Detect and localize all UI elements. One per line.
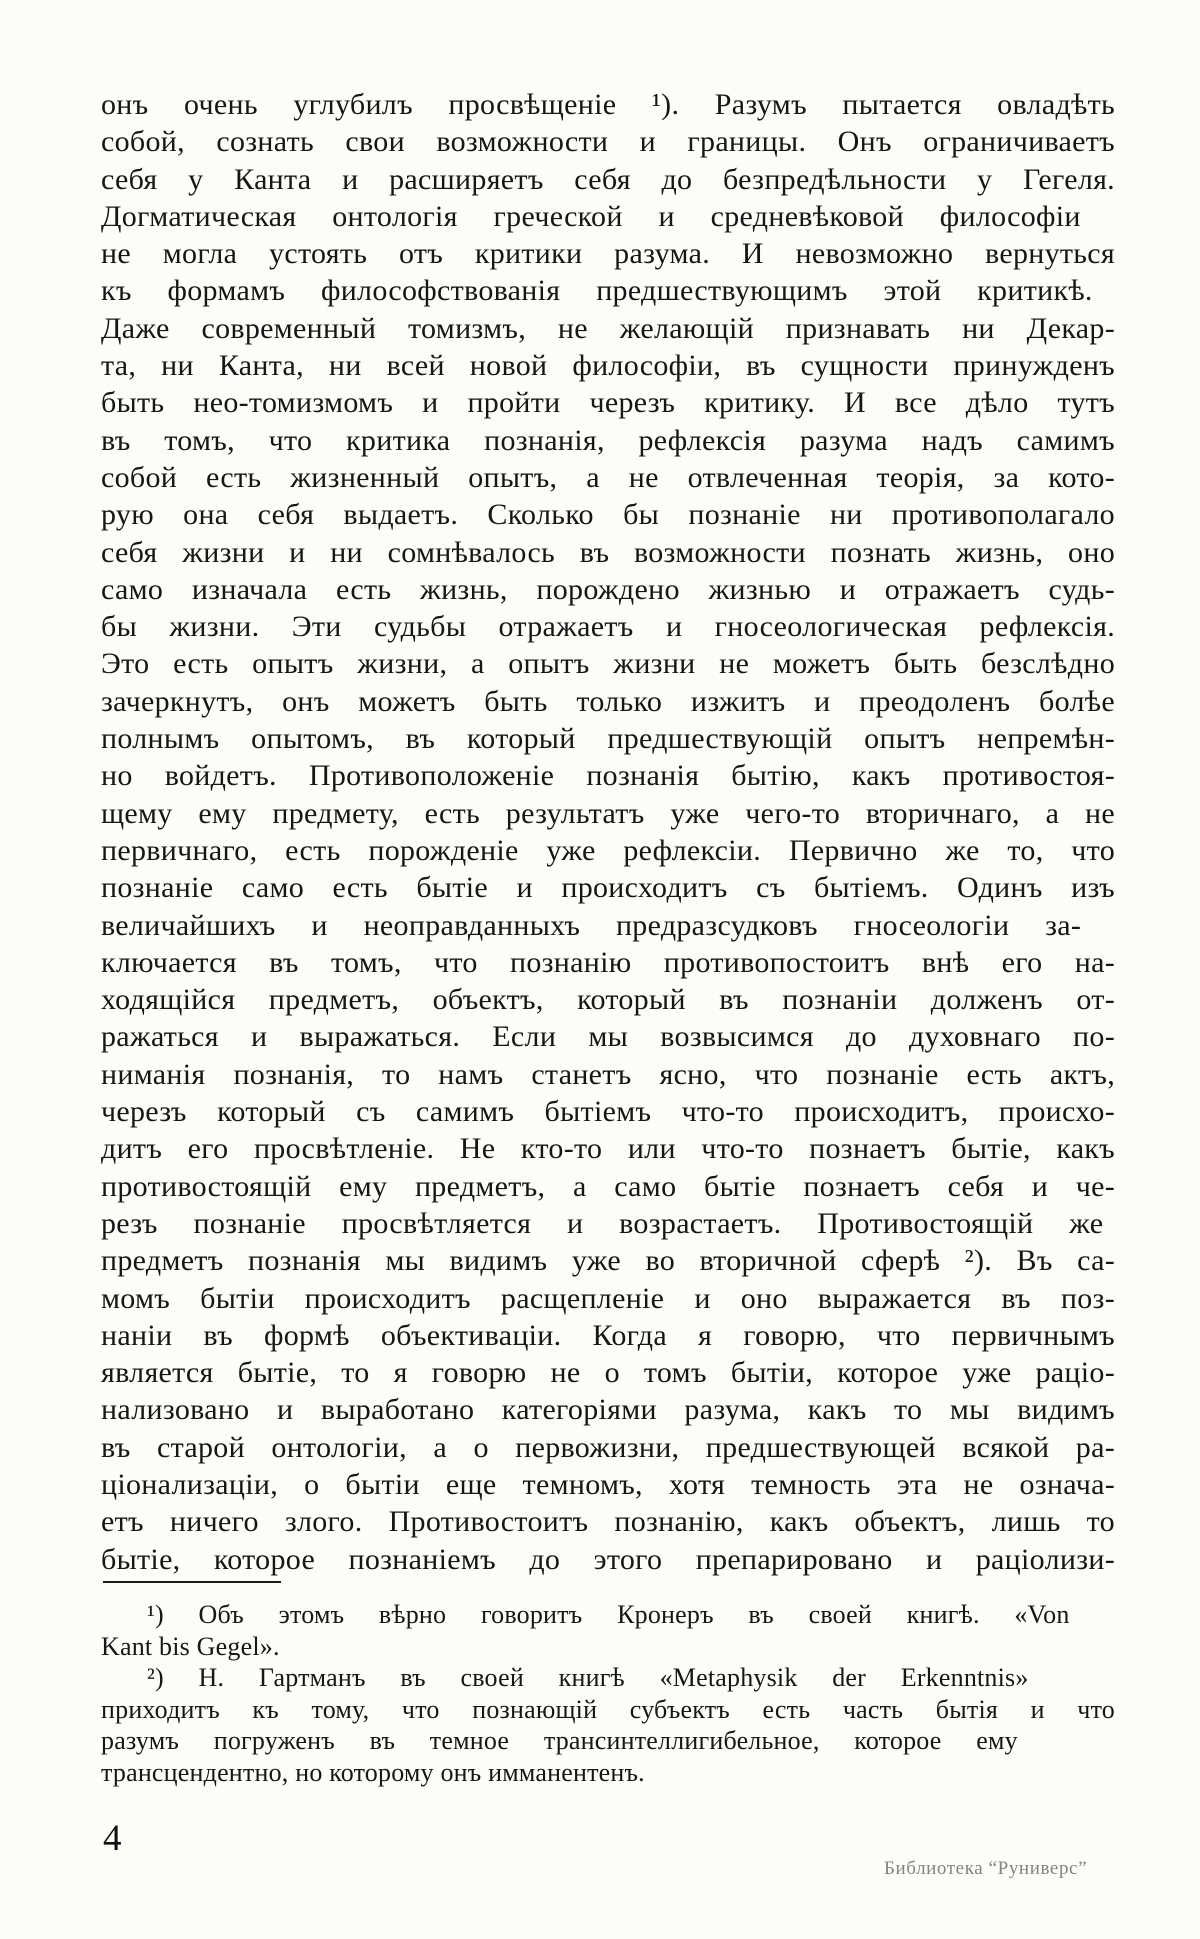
text-line: собой есть жизненный опытъ, а не отвлеченная теорія, за кото- xyxy=(101,460,1115,494)
footnote-separator xyxy=(103,1581,281,1583)
footnote-line: трансцендентно, но которому онъ имманентенъ. xyxy=(101,1757,645,1787)
text-line: момъ бытіи происходитъ расщепленіе и оно выражается въ поз- xyxy=(101,1281,1115,1315)
text-line: дитъ его просвѣтленіе. Не кто-то или что-то познаетъ бытіе, какъ xyxy=(101,1132,1115,1166)
text-line: противостоящій ему предметъ, а само бытіе познаетъ себя и че- xyxy=(101,1169,1115,1203)
text-line: предметъ познанія мы видимъ уже во вторичной сферѣ ²). Въ са- xyxy=(101,1244,1115,1278)
footnote-line: Kant bis Gegel». xyxy=(101,1631,280,1661)
main-text-block xyxy=(101,86,1115,1578)
text-line: себя у Канта и расширяетъ себя до безпредѣльности у Гегеля. xyxy=(101,162,1115,196)
text-line: въ старой онтологіи, а о первожизни, предшествующей всякой ра- xyxy=(101,1430,1115,1464)
text-line: етъ ничего злого. Противостоитъ познанію, какъ объектъ, лишь то xyxy=(101,1505,1115,1539)
text-line: черезъ который съ самимъ бытіемъ что-то происходитъ, происхо- xyxy=(101,1095,1115,1129)
footnote-line: ²) Н. Гартманъ въ своей книгѣ «Metaphysik der Erkenntnis» xyxy=(147,1663,1029,1693)
text-line: является бытіе, то я говорю не о томъ бытіи, которое уже раціо- xyxy=(101,1356,1115,1390)
text-line: зачеркнутъ, онъ можетъ быть только изжитъ и преодоленъ болѣе xyxy=(101,684,1115,718)
text-line: величайшихъ и неоправданныхъ предразсудковъ гносеологіи за- xyxy=(101,908,1082,942)
text-line: Даже современный томизмъ, не желающій признавать ни Декар- xyxy=(101,311,1115,345)
footnote-line: разумъ погруженъ въ темное трансинтеллигибельное, которое ему xyxy=(101,1726,1018,1756)
library-watermark: Библиотека “Руниверс” xyxy=(884,1858,1088,1879)
text-line: быть нео-томизмомъ и пройти черезъ критику. И все дѣло тутъ xyxy=(101,386,1115,420)
text-line: бы жизни. Эти судьбы отражаетъ и гносеологическая рефлексія. xyxy=(101,610,1115,644)
page-number: 4 xyxy=(103,1818,122,1859)
text-line: щему ему предмету, есть результатъ уже чего-то вторичнаго, а не xyxy=(101,796,1115,830)
text-line: бытіе, которое познаніемъ до этого препарировано и раціолизи- xyxy=(101,1542,1115,1576)
text-line: само изначала есть жизнь, порождено жизнью и отражаетъ судь- xyxy=(101,572,1115,606)
text-line: себя жизни и ни сомнѣвалось въ возможности познать жизнь, оно xyxy=(101,535,1115,569)
text-line: Догматическая онтологія греческой и средневѣковой философіи xyxy=(101,199,1081,233)
text-line: познаніе само есть бытіе и происходитъ съ бытіемъ. Одинъ изъ xyxy=(101,871,1115,905)
text-line: резъ познаніе просвѣтляется и возрастаетъ. Противостоящій же xyxy=(101,1206,1104,1240)
text-line: рую она себя выдаетъ. Сколько бы познаніе ни противополагало xyxy=(101,498,1115,532)
text-line: ціонализаціи, о бытіи еще темномъ, хотя темность эта не означа- xyxy=(101,1467,1115,1501)
text-line: въ томъ, что критика познанія, рефлексія разума надъ самимъ xyxy=(101,423,1115,457)
text-line: ниманія познанія, то намъ станетъ ясно, что познаніе есть актъ, xyxy=(101,1057,1115,1091)
text-line: собой, сознать свои возможности и границы. Онъ ограничиваетъ xyxy=(101,125,1115,159)
text-line: нализовано и выработано категоріями разума, какъ то мы видимъ xyxy=(101,1393,1115,1427)
text-line: первичнаго, есть порожденіе уже рефлексіи. Первично же то, что xyxy=(101,833,1115,867)
text-line: Это есть опытъ жизни, а опытъ жизни не можетъ быть безслѣдно xyxy=(101,647,1115,681)
footnote-line: приходитъ къ тому, что познающій субъектъ есть часть бытія и что xyxy=(101,1694,1115,1724)
text-line: къ формамъ философствованія предшествующимъ этой критикѣ. xyxy=(101,274,1093,308)
text-line: ражаться и выражаться. Если мы возвысимся до духовнаго по- xyxy=(101,1020,1115,1054)
text-line: онъ очень углубилъ просвѣщеніе ¹). Разумъ пытается овладѣть xyxy=(101,88,1115,121)
footnote-line: ¹) Объ этомъ вѣрно говоритъ Кронеръ въ своей книгѣ. «Von xyxy=(147,1600,1070,1629)
text-line: ключается въ томъ, что познанію противопостоитъ внѣ его на- xyxy=(101,945,1115,979)
text-line: наніи въ формѣ объективаціи. Когда я говорю, что первичнымъ xyxy=(101,1318,1115,1352)
text-line: но войдетъ. Противоположеніе познанія бытію, какъ противостоя- xyxy=(101,759,1115,793)
text-line: ходящійся предметъ, объектъ, который въ познаніи долженъ от- xyxy=(101,983,1115,1017)
footnotes-block xyxy=(101,1599,1115,1789)
text-line: полнымъ опытомъ, въ который предшествующій опытъ непремѣн- xyxy=(101,722,1115,756)
text-line: та, ни Канта, ни всей новой философіи, въ сущности принужденъ xyxy=(101,349,1115,383)
text-line: не могла устоять отъ критики разума. И невозможно вернуться xyxy=(101,237,1115,271)
